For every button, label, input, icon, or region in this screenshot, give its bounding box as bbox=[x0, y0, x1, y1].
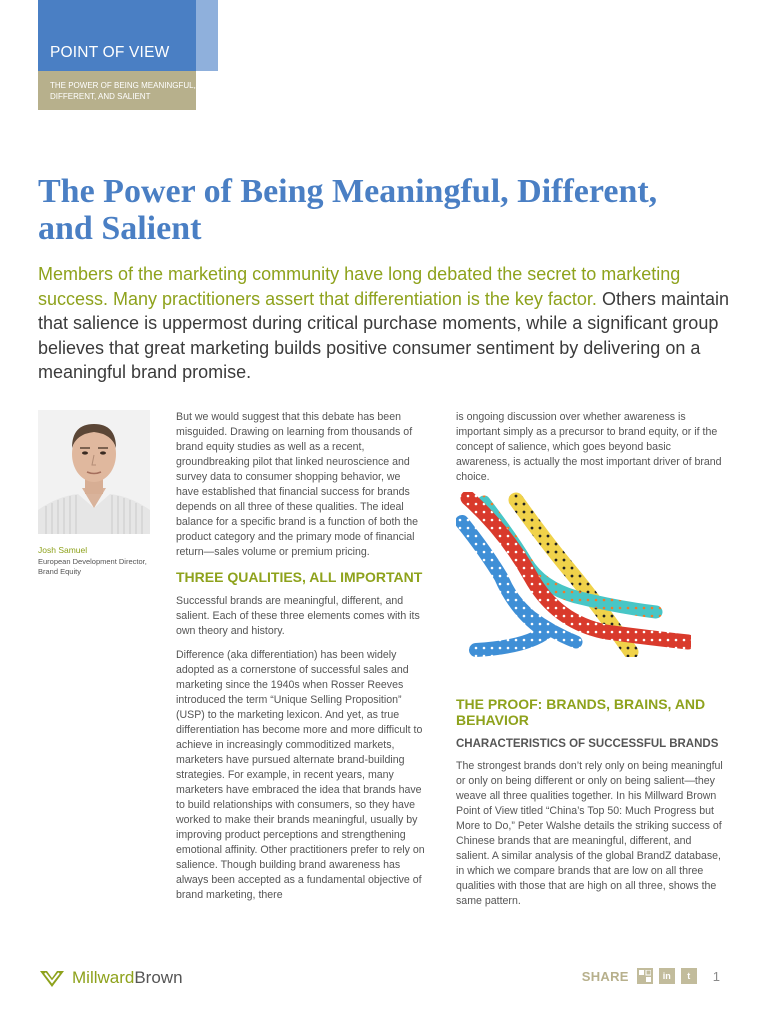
page-title: The Power of Being Meaningful, Different, and Salient bbox=[38, 173, 658, 247]
braided-rope-image bbox=[456, 492, 691, 657]
section-label: POINT OF VIEW bbox=[50, 44, 170, 61]
difference-paragraph: Difference (aka differentiation) has been widely adopted as a cornerstone of successful sales and marketing since the 1940s when Rosser Reeves introduced the term “Unique Selling Proposition” (USP) to the marketing lexicon. And yet, as true differentiation has become more and more difficult to achieve in increasingly commoditized markets, marketers have pursued alternate brand-building strategies. For example, in recent years, many marketers have embraced the idea that brands have to build relationships with consumers, so they have worked to make their brands meaningful, usually by improving product perceptions and strengthening emotional affinity. Other practitioners prefer to rely on salience. Though building brand awareness has always been accepted as a fundamental objective of brand marketing, there bbox=[176, 649, 425, 901]
page-number: 1 bbox=[712, 968, 720, 984]
section-heading-three-qualities: THREE QUALITIES, ALL IMPORTANT bbox=[176, 569, 423, 585]
author-name: Josh Samuel bbox=[38, 545, 88, 555]
right-column bbox=[456, 410, 726, 494]
share-bar bbox=[582, 968, 720, 984]
proof-paragraph: The strongest brands don’t rely only on being meaningful or only on being different or only on being salient—they weave all three qualities together. In his Millward Brown Point of View titled “China’s Top 50: Much Progress but More to Do,” Peter Walshe details the striking success of Chinese brands that are meaningful, different, and salient. A similar analysis of the global BrandZ database, in which we compare brands that are low on all three qualities with those that are high on all three, shows the same pattern. bbox=[456, 760, 723, 907]
section-subheading-characteristics: CHARACTERISTICS OF SUCCESSFUL BRANDS bbox=[456, 738, 719, 750]
three-qualities-paragraph: Successful brands are meaningful, different, and salient. Each of these three elements comes with its own theory and history. bbox=[176, 595, 420, 637]
author-photo bbox=[38, 410, 150, 534]
proof-section bbox=[456, 696, 726, 909]
share-icon[interactable] bbox=[637, 968, 653, 984]
logo-mark-icon bbox=[38, 967, 66, 989]
section-heading-proof: THE PROOF: BRANDS, BRAINS, AND BEHAVIOR bbox=[456, 696, 706, 728]
logo-wordmark: MillwardBrown bbox=[72, 968, 183, 987]
lead-rest: Others maintain that salience is uppermost during critical purchase moments, while a significant group believes that great marketing builds positive consumer sentiment by delivering on a meaningful brand promise. bbox=[38, 288, 730, 382]
linkedin-icon[interactable]: in bbox=[659, 968, 675, 984]
intro-paragraph: But we would suggest that this debate has been misguided. Drawing on learning from thousands of brand equity studies as well as a recent, groundbreaking pilot that linked neuroscience and survey data to consumer shopping behavior, we have established that financial success for brands depends on all three of these qualities. The ideal balance for a specific brand is a function of both the product category and the primary mode of financial return—sales volume or premium pricing. bbox=[176, 411, 419, 558]
millward-brown-logo[interactable] bbox=[38, 966, 183, 990]
twitter-icon[interactable]: t bbox=[681, 968, 697, 984]
section-subtitle: THE POWER OF BEING MEANINGFUL, DIFFERENT, AND SALIENT bbox=[38, 71, 196, 110]
salience-continuation-paragraph: is ongoing discussion over whether awareness is important simply as a precursor to brand equity, or if the concept of salience, which goes beyond basic awareness, is actually the most important driver of brand choice. bbox=[456, 411, 722, 483]
middle-column bbox=[176, 410, 426, 912]
lead-paragraph bbox=[38, 262, 738, 385]
section-banner-accent bbox=[196, 0, 218, 71]
share-label: SHARE bbox=[581, 968, 629, 984]
lead-highlight: Members of the marketing community have long debated the secret to marketing success. Many practitioners assert that differentiation is the key factor. bbox=[38, 264, 681, 309]
author-role: European Development Director, Brand Equity bbox=[38, 557, 147, 576]
